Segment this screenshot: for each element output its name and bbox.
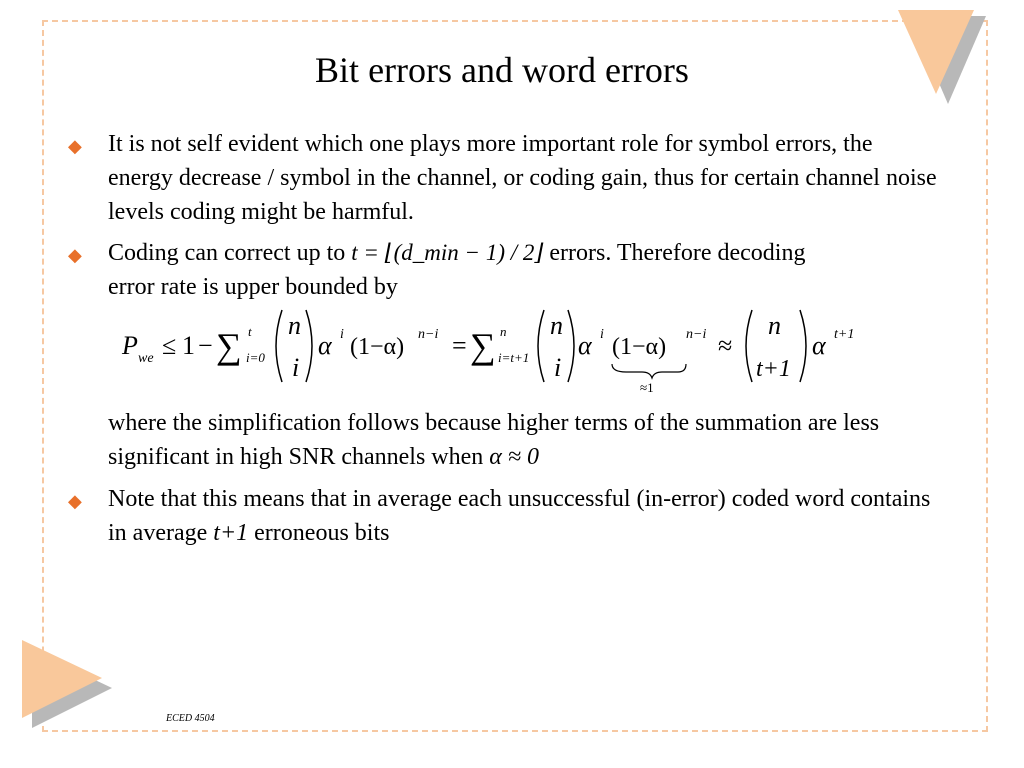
where-text	[108, 406, 938, 474]
formula-sum-lower-1: i=0	[246, 350, 265, 365]
formula-minus: −	[198, 331, 213, 360]
bullet-3-text-before: Note that this means that in average each unsuccessful (in-error) coded word contains in average	[108, 486, 931, 546]
formula-eq: =	[452, 331, 467, 360]
bullet-3-italic: t+1	[213, 520, 249, 546]
bullet-2-text-after: errors. Therefore decoding	[549, 240, 806, 266]
formula-exp-i-1: i	[340, 327, 344, 342]
binom-3-t1: t+1	[756, 356, 791, 382]
binom-2-i: i	[554, 353, 562, 382]
formula-approx-one: ≈1	[640, 380, 654, 395]
underbrace	[612, 364, 686, 378]
formula-paren-term-1: (1−α)	[350, 334, 405, 360]
bullet-2-text	[108, 236, 938, 304]
bullet-3-text-after: erroneous bits	[254, 520, 390, 546]
formula-exp-t1: t+1	[834, 327, 855, 342]
formula-alpha-1: α	[318, 331, 332, 360]
formula-alpha-3: α	[812, 331, 826, 360]
bullet-2-text-before: Coding can correct up to	[108, 240, 346, 266]
bullet-icon: ◆	[68, 491, 82, 511]
where-text-body: where the simplification follows because higher terms of the summation are less significant in high SNR channels when	[108, 410, 880, 470]
formula-P: P	[122, 331, 138, 360]
error-rate-formula	[112, 302, 872, 398]
binom-right-paren-3	[800, 310, 806, 382]
bullet-2-text-line2: error rate is upper bounded by	[108, 274, 398, 300]
bullet-3-text	[108, 482, 938, 550]
where-formula: α ≈ 0	[489, 444, 540, 470]
bullet-icon: ◆	[68, 245, 82, 265]
bullet-1-text: It is not self evident which one plays more important role for symbol errors, the energy decrease / symbol in the channel, or coding gain, thus for certain channel noise levels coding might be harmful.	[108, 131, 937, 225]
binom-left-paren-1	[276, 310, 282, 382]
formula-sum-2: ∑	[470, 326, 496, 366]
binom-left-paren-2	[538, 310, 544, 382]
formula-exp-i-2: i	[600, 327, 604, 342]
formula-exp-ni-1: n−i	[418, 327, 439, 342]
binom-1-i: i	[292, 353, 300, 382]
formula-approx: ≈	[718, 331, 733, 360]
binom-1-n: n	[288, 311, 301, 340]
formula-alpha-2: α	[578, 331, 592, 360]
binom-left-paren-3	[746, 310, 752, 382]
formula-sum-1: ∑	[216, 326, 242, 366]
formula-sum-upper-1: t	[248, 324, 252, 339]
binom-right-paren-2	[568, 310, 574, 382]
binom-3-n: n	[768, 311, 781, 340]
formula-sum-lower-2: i=t+1	[498, 350, 530, 365]
formula-paren-term-2: (1−α)	[612, 334, 667, 360]
formula-leq: ≤	[162, 331, 177, 360]
formula-sum-upper-2: n	[500, 324, 507, 339]
formula-exp-ni-2: n−i	[686, 327, 707, 342]
formula-one: 1	[182, 331, 195, 360]
footer-course-code: ECED 4504	[166, 713, 215, 724]
bullet-icon: ◆	[68, 136, 82, 156]
slide-title: Bit errors and word errors	[315, 50, 689, 90]
binom-2-n: n	[550, 311, 563, 340]
inline-formula-t: t = ⌊(d_min − 1) / 2⌋	[351, 240, 544, 265]
binom-right-paren-1	[306, 310, 312, 382]
formula-P-sub: we	[138, 351, 154, 366]
bottom-left-triangle-decoration	[14, 636, 124, 736]
